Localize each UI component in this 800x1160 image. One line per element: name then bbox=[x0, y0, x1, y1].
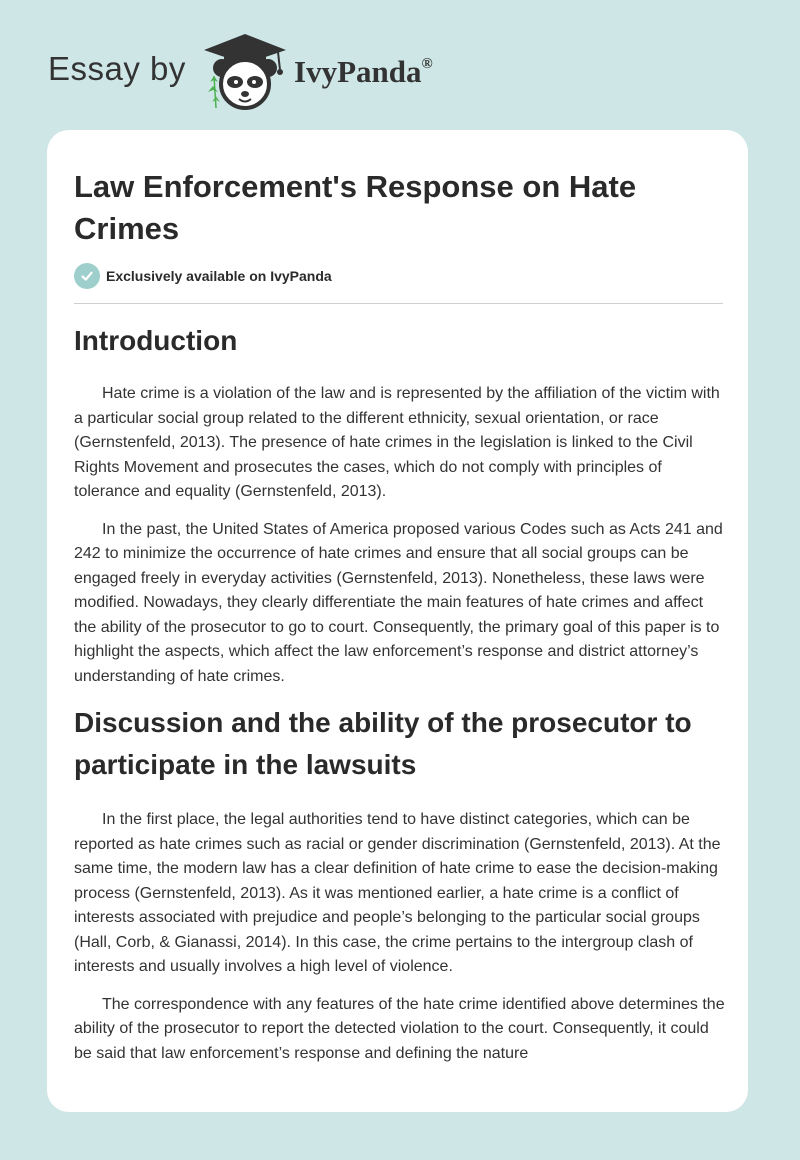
page-title: Law Enforcement's Response on Hate Crimes bbox=[74, 169, 637, 246]
check-icon bbox=[74, 263, 100, 289]
site-header bbox=[0, 0, 800, 128]
badge-label: Exclusively available on IvyPanda bbox=[106, 268, 332, 284]
section-heading-introduction: Introduction bbox=[74, 325, 238, 356]
paragraph: In the past, the United States of America proposed various Codes such as Acts 241 and 242 to minimize the occurrence of hate crimes and ensure that all social groups can be engaged freely in everyday activities (Gernstenfeld, 2013). Nonetheless, these laws were modified. Nowadays, they clearly differentiate the main features of hate crimes and affect the ability of the prosecutor to go to court. Consequently, the primary goal of this paper is to highlight the aspects, which affect the law enforcement’s response and district attorney’s understanding of hate crimes. bbox=[74, 520, 723, 685]
paragraph: The correspondence with any features of the hate crime identified above determines the ability of the prosecutor to report the detected violation to the court. Consequently, it could be said that law enforcement’s response and defining the nature bbox=[74, 995, 725, 1062]
essay-body bbox=[74, 320, 726, 1079]
panda-logo-icon bbox=[200, 30, 290, 112]
essay-card bbox=[47, 130, 748, 1112]
exclusive-badge bbox=[74, 263, 332, 289]
section-heading-discussion: Discussion and the ability of the prosecutor to participate in the lawsuits bbox=[74, 707, 692, 780]
essay-by-label: Essay by bbox=[48, 50, 186, 87]
registered-mark: ® bbox=[421, 56, 433, 72]
brand-text: IvyPanda bbox=[294, 54, 422, 89]
paragraph: In the first place, the legal authorities tend to have distinct categories, which can be reported as hate crimes such as racial or gender discrimination (Gernstenfeld, 2013). At the same time, the modern law has a clear definition of hate crime to ease the decision-making process (Gernstenfeld, 2013). As it was mentioned earlier, a hate crime is a conflict of interests associated with prejudice and people’s belonging to the particular social groups (Hall, Corb, & Gianassi, 2014). In this case, the crime pertains to the intergroup clash of interests and usually involves a high level of violence. bbox=[74, 811, 721, 975]
paragraph: Hate crime is a violation of the law and is represented by the affiliation of the victim with a particular social group related to the different ethnicity, sexual orientation, or race (Gernstenfeld, 2013). The presence of hate crimes in the legislation is linked to the Civil Rights Movement and prosecutes the cases, which do not comply with principles of tolerance and equality (Gernstenfeld, 2013). bbox=[74, 385, 720, 500]
ivypanda-logo[interactable] bbox=[200, 30, 290, 112]
brand-name[interactable] bbox=[294, 54, 433, 90]
divider bbox=[74, 303, 723, 304]
